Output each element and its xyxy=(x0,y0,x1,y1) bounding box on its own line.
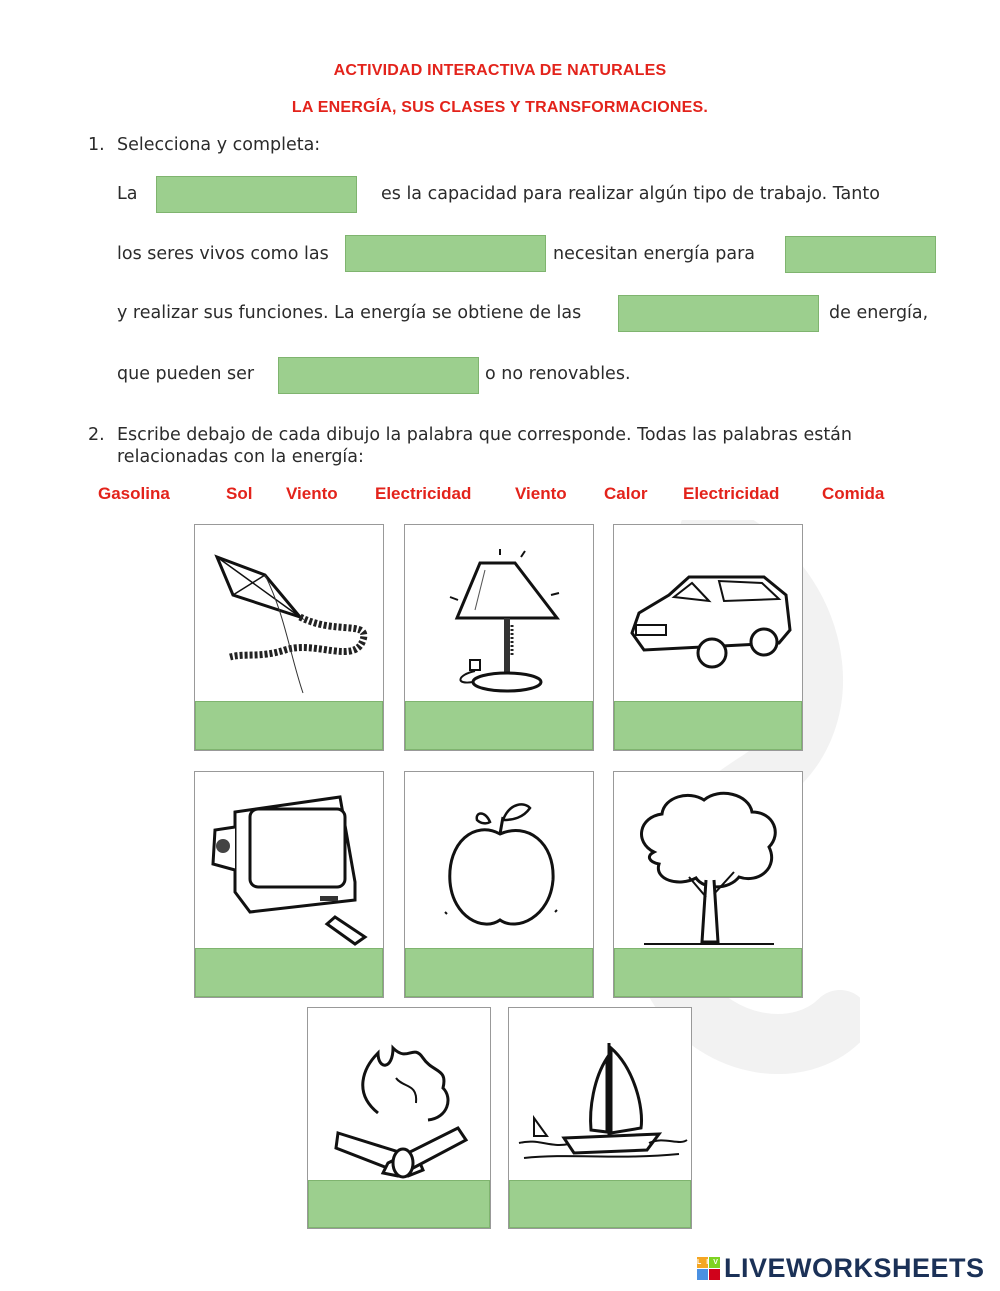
picture-card-car xyxy=(613,524,803,751)
word-bank-item: Electricidad xyxy=(683,484,780,503)
question-1-number: 1. xyxy=(88,135,105,155)
picture-card-campfire xyxy=(307,1007,491,1229)
logo-letters: LIVE xyxy=(697,1259,733,1266)
answer-box-lamp[interactable] xyxy=(405,701,593,750)
line2-text-b: necesitan energía para xyxy=(553,244,755,264)
answer-box-car[interactable] xyxy=(614,701,802,750)
line4-text-a: que pueden ser xyxy=(117,364,255,384)
page-title: ACTIVIDAD INTERACTIVA DE NATURALES xyxy=(333,62,667,79)
word-bank-item: Gasolina xyxy=(98,484,170,503)
line3-text-b: de energía, xyxy=(829,303,929,323)
line1-text-b: es la capacidad para realizar algún tipo de trabajo. Tanto xyxy=(381,184,880,204)
line3-text-a: y realizar sus funciones. La energía se obtiene de las xyxy=(117,303,582,323)
answer-box-tree[interactable] xyxy=(614,948,802,997)
line2-text-a: los seres vivos como las xyxy=(117,244,329,264)
picture-card-apple xyxy=(404,771,594,998)
blank-energia[interactable] xyxy=(156,176,357,213)
picture-card-sailboat xyxy=(508,1007,692,1229)
footer-brand[interactable]: LIVEWORKSHEETS xyxy=(724,1253,985,1283)
word-bank-item: Viento xyxy=(515,484,567,503)
word-bank-item: Viento xyxy=(286,484,338,503)
word-bank-item: Calor xyxy=(604,484,648,503)
blank-fuentes[interactable] xyxy=(618,295,819,332)
answer-box-sailboat[interactable] xyxy=(509,1180,691,1228)
blank-renovables[interactable] xyxy=(278,357,479,394)
question-2-prompt-line1: Escribe debajo de cada dibujo la palabra que corresponde. Todas las palabras están xyxy=(117,425,852,445)
line1-text-a: La xyxy=(117,184,138,204)
line4-text-b: o no renovables. xyxy=(485,364,631,384)
answer-box-campfire[interactable] xyxy=(308,1180,490,1228)
blank-maquinas[interactable] xyxy=(345,235,546,272)
question-1-prompt: Selecciona y completa: xyxy=(117,135,321,155)
answer-box-apple[interactable] xyxy=(405,948,593,997)
word-bank-item: Electricidad xyxy=(375,484,472,503)
page-subtitle: LA ENERGÍA, SUS CLASES Y TRANSFORMACIONES. xyxy=(291,99,709,116)
word-bank-item: Comida xyxy=(822,484,885,503)
answer-box-kite[interactable] xyxy=(195,701,383,750)
word-bank-item: Sol xyxy=(226,484,253,503)
answer-box-television[interactable] xyxy=(195,948,383,997)
picture-card-television xyxy=(194,771,384,998)
question-2-number: 2. xyxy=(88,425,105,445)
blank-funcionar[interactable] xyxy=(785,236,936,273)
picture-card-tree xyxy=(613,771,803,998)
picture-card-kite xyxy=(194,524,384,751)
picture-card-lamp xyxy=(404,524,594,751)
question-2-prompt-line2: relacionadas con la energía: xyxy=(117,447,364,467)
